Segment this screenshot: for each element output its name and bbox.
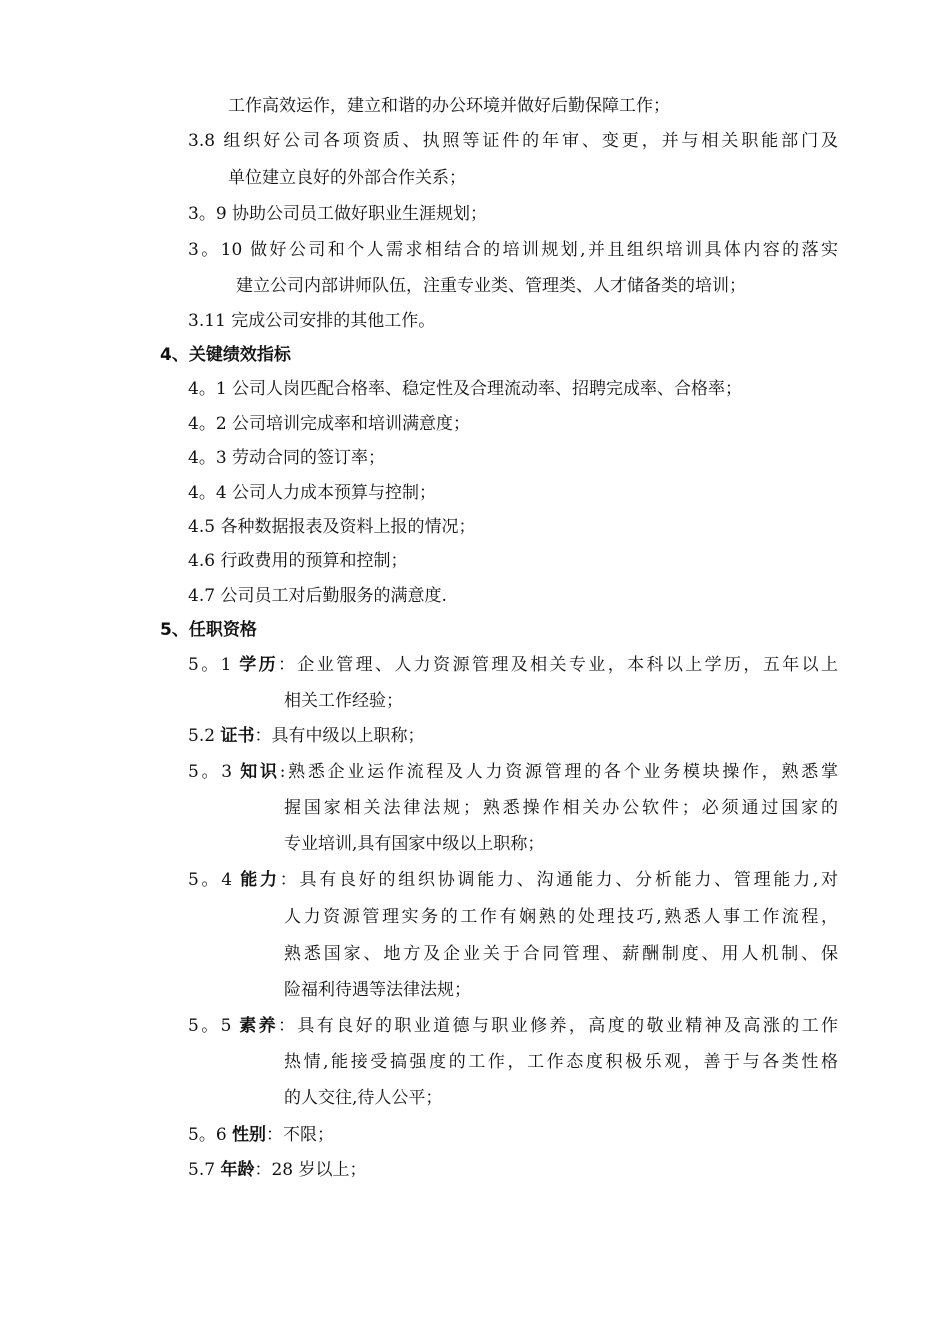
item-number: 5。5 xyxy=(188,1016,232,1036)
item-label: 知识 xyxy=(240,762,280,782)
item-text: 行政费用的预算和控制； xyxy=(220,551,408,571)
item-number: 4。2 xyxy=(188,414,227,434)
item-number: 5。3 xyxy=(188,762,233,782)
item-text: 劳动合同的签订率； xyxy=(232,448,386,468)
item-text: :熟悉企业运作流程及人力资源管理的各个业务模块操作，熟悉掌 xyxy=(279,762,838,782)
item-4-4 xyxy=(188,482,436,504)
item-text: 各种数据报表及资料上报的情况； xyxy=(220,517,476,537)
item-5-2 xyxy=(188,725,424,747)
item-number: 5。1 xyxy=(188,655,232,675)
item-4-5 xyxy=(188,516,475,538)
item-5-5-line1 xyxy=(188,1015,838,1037)
item-4-6 xyxy=(188,550,407,572)
item-label: 证书 xyxy=(220,726,255,746)
item-text: 完成公司安排的其他工作。 xyxy=(231,311,436,331)
item-5-5-line2: 热情,能接受搞强度的工作，工作态度积极乐观，善于与各类性格 xyxy=(284,1052,838,1072)
item-number: 3.11 xyxy=(188,311,226,331)
item-4-2 xyxy=(188,413,470,435)
item-5-3-line1 xyxy=(188,761,838,783)
item-number: 4。3 xyxy=(188,448,227,468)
item-number: 4。4 xyxy=(188,483,227,503)
item-number: 5.7 xyxy=(188,1160,216,1180)
item-text: ：具有良好的组织协调能力、沟通能力、分析能力、管理能力,对 xyxy=(279,870,839,890)
item-3-11 xyxy=(188,310,435,332)
item-label: 能力 xyxy=(240,870,280,890)
section-4-heading: 4、关键绩效指标 xyxy=(160,345,291,365)
item-text: ：具有中级以上职称； xyxy=(254,726,425,746)
item-5-1-line1 xyxy=(188,654,838,676)
item-text: 公司人力成本预算与控制； xyxy=(232,483,437,503)
item-number: 5.2 xyxy=(188,726,216,746)
item-4-3 xyxy=(188,447,385,469)
item-label: 性别 xyxy=(232,1125,267,1145)
item-5-6 xyxy=(188,1124,334,1146)
item-4-7 xyxy=(188,585,447,607)
item-text: 公司培训完成率和培训满意度； xyxy=(232,414,471,434)
item-text: 做好公司和个人需求相结合的培训规划,并且组织培训具体内容的落实 xyxy=(250,240,838,260)
item-5-4-line2: 人力资源管理实务的工作有娴熟的处理技巧,熟悉人事工作流程， xyxy=(284,907,838,927)
item-text: ：具有良好的职业道德与职业修养，高度的敬业精神及高涨的工作 xyxy=(278,1016,839,1036)
item-number: 4.7 xyxy=(188,586,216,606)
item-3-8-line1 xyxy=(188,130,838,152)
item-label: 年龄 xyxy=(220,1160,255,1180)
item-5-4-line4: 险福利待遇等法律法规； xyxy=(284,980,471,1000)
item-5-5-line3: 的人交往,待人公平； xyxy=(284,1088,443,1108)
item-3-8-line2: 单位建立良好的外部合作关系； xyxy=(228,168,466,188)
item-number: 4.5 xyxy=(188,517,216,537)
item-5-3-line2: 握国家相关法律法规；熟悉操作相关办公软件；必须通过国家的 xyxy=(284,798,838,818)
item-3-10-line2: 建立公司内部讲师队伍，注重专业类、管理类、人才储备类的培训； xyxy=(236,276,746,296)
item-text: ：28 岁以上； xyxy=(254,1160,367,1180)
item-text: ：企业管理、人力资源管理及相关专业，本科以上学历，五年以上 xyxy=(278,655,839,675)
item-number: 3.8 xyxy=(188,131,216,151)
item-number: 3。10 xyxy=(188,240,243,260)
item-text: 公司人岗匹配合格率、稳定性及合理流动率、招聘完成率、合格率； xyxy=(232,379,743,399)
item-number: 4.6 xyxy=(188,551,216,571)
section-5-heading: 5、任职资格 xyxy=(160,620,257,640)
item-number: 3。9 xyxy=(188,204,227,224)
item-text: 组织好公司各项资质、执照等证件的年审、变更，并与相关职能部门及 xyxy=(223,131,838,151)
item-5-1-line2: 相关工作经验； xyxy=(284,691,403,711)
item-3-9 xyxy=(188,203,487,225)
item-text: 公司员工对后勤服务的满意度. xyxy=(220,586,447,606)
item-text: ：不限； xyxy=(266,1125,335,1145)
item-text: 协助公司员工做好职业生涯规划； xyxy=(232,204,488,224)
item-number: 5。6 xyxy=(188,1125,227,1145)
item-label: 学历 xyxy=(239,655,279,675)
item-3-10-line1 xyxy=(188,239,838,261)
item-label: 素养 xyxy=(239,1016,279,1036)
item-3-7-continuation: 工作高效运作，建立和谐的办公环境并做好后勤保障工作； xyxy=(228,96,670,116)
item-5-4-line1 xyxy=(188,869,838,891)
item-5-4-line3: 熟悉国家、地方及企业关于合同管理、薪酬制度、用人机制、保 xyxy=(284,944,838,964)
item-4-1 xyxy=(188,378,742,400)
item-number: 4。1 xyxy=(188,379,227,399)
item-5-7 xyxy=(188,1159,367,1181)
item-5-3-line3: 专业培训,具有国家中级以上职称； xyxy=(284,834,545,854)
item-number: 5。4 xyxy=(188,870,233,890)
